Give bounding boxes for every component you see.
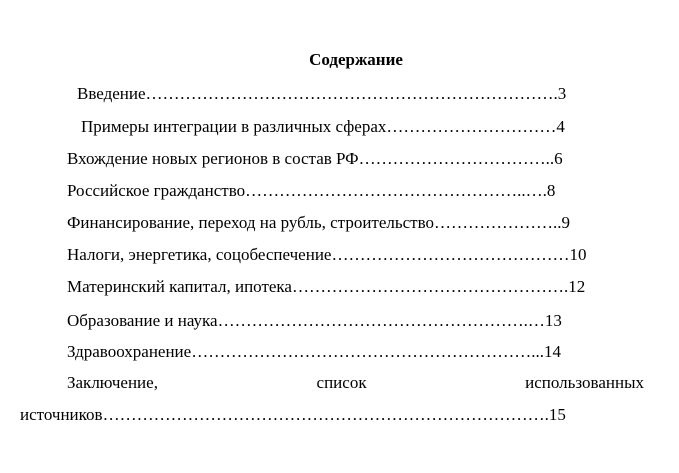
toc-word: Заключение, xyxy=(67,373,158,392)
toc-word: использованных xyxy=(525,373,644,392)
toc-word: список xyxy=(316,373,367,392)
toc-entry-healthcare: Здравоохранение……………………………………………………...14 xyxy=(67,342,561,361)
toc-entry-taxes-energy: Налоги, энергетика, соцобеспечение……………………………………10 xyxy=(67,245,587,264)
toc-entry-conclusion-continuation: источников…………………………………………………………………….15 xyxy=(20,405,566,424)
toc-entry-introduction: Введение……………………………………………………………….3 xyxy=(77,84,567,103)
toc-entry-maternity-capital: Материнский капитал, ипотека………………………………………….12 xyxy=(67,277,586,296)
toc-entry-education: Образование и наука……………………………………………….…13 xyxy=(67,311,562,330)
toc-entry-new-regions: Вхождение новых регионов в состав РФ……………………………..6 xyxy=(67,149,563,168)
toc-entry-conclusion xyxy=(67,373,644,393)
toc-title: Содержание xyxy=(309,50,403,69)
toc-entry-financing: Финансирование, переход на рубль, строительство…………………..9 xyxy=(67,213,571,232)
toc-entry-citizenship: Российское гражданство…………………………………………..….8 xyxy=(67,181,556,200)
toc-entry-integration-examples: Примеры интеграции в различных сферах…………………………4 xyxy=(81,117,565,136)
